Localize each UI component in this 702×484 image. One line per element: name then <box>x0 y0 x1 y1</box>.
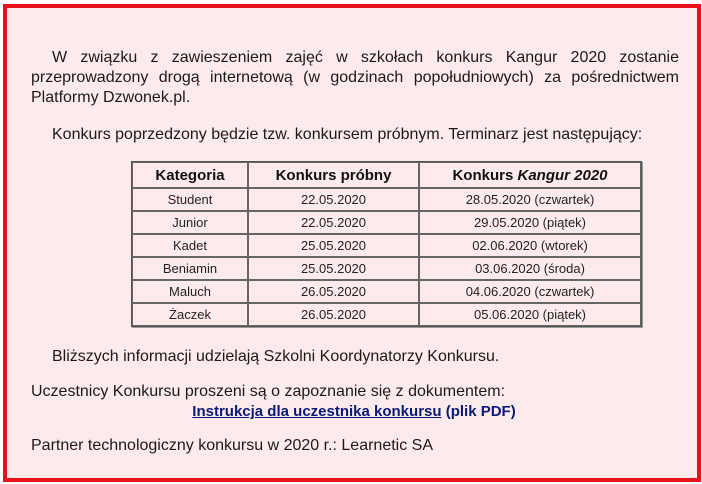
cell-trial: 25.05.2020 <box>248 257 419 280</box>
header-trial: Konkurs próbny <box>248 162 419 188</box>
table-row <box>132 303 641 326</box>
table-row <box>132 234 641 257</box>
cell-category: Maluch <box>132 280 248 303</box>
cell-trial: 22.05.2020 <box>248 188 419 211</box>
header-category: Kategoria <box>132 162 248 188</box>
cell-trial: 25.05.2020 <box>248 234 419 257</box>
cell-trial: 22.05.2020 <box>248 211 419 234</box>
info-paragraph: Bliższych informacji udzielają Szkolni Koordynatorzy Konkursu. <box>52 348 500 365</box>
schedule-intro: Konkurs poprzedzony będzie tzw. konkursem próbnym. Terminarz jest następujący: <box>52 126 643 143</box>
cell-trial: 26.05.2020 <box>248 303 419 326</box>
cell-main: 04.06.2020 (czwartek) <box>419 280 641 303</box>
cell-main: 02.06.2020 (wtorek) <box>419 234 641 257</box>
cell-trial: 26.05.2020 <box>248 280 419 303</box>
instructions-pdf-link[interactable]: Instrukcja dla uczestnika konkursu <box>192 403 442 420</box>
table-row <box>132 188 641 211</box>
cell-category: Beniamin <box>132 257 248 280</box>
document-link-line <box>7 402 701 422</box>
schedule-table <box>131 161 642 327</box>
cell-main: 28.05.2020 (czwartek) <box>419 188 641 211</box>
cell-main: 05.06.2020 (piątek) <box>419 303 641 326</box>
table-row <box>132 257 641 280</box>
announcement-box <box>3 4 701 482</box>
table-header-row <box>132 162 641 188</box>
header-main-prefix: Konkurs <box>452 166 518 184</box>
cell-category: Junior <box>132 211 248 234</box>
cell-main: 29.05.2020 (piątek) <box>419 211 641 234</box>
cell-main: 03.06.2020 (środa) <box>419 257 641 280</box>
header-main <box>419 162 641 188</box>
table-row <box>132 280 641 303</box>
documents-paragraph: Uczestnicy Konkursu proszeni są o zapoznanie się z dokumentem: <box>31 383 506 400</box>
pdf-file-note: (plik PDF) <box>441 403 516 420</box>
intro-paragraph: W związku z zawieszeniem zajęć w szkołach konkurs Kangur 2020 zostanie przeprowadzony drogą internetową (w godzinach popołudniowych) za pośrednictwem Platformy Dzwonek.pl. <box>31 49 679 106</box>
cell-category: Kadet <box>132 234 248 257</box>
table-row <box>132 211 641 234</box>
cell-category: Student <box>132 188 248 211</box>
header-main-name: Kangur 2020 <box>517 166 608 184</box>
partner-paragraph: Partner technologiczny konkursu w 2020 r.: Learnetic SA <box>31 437 433 454</box>
cell-category: Żaczek <box>132 303 248 326</box>
